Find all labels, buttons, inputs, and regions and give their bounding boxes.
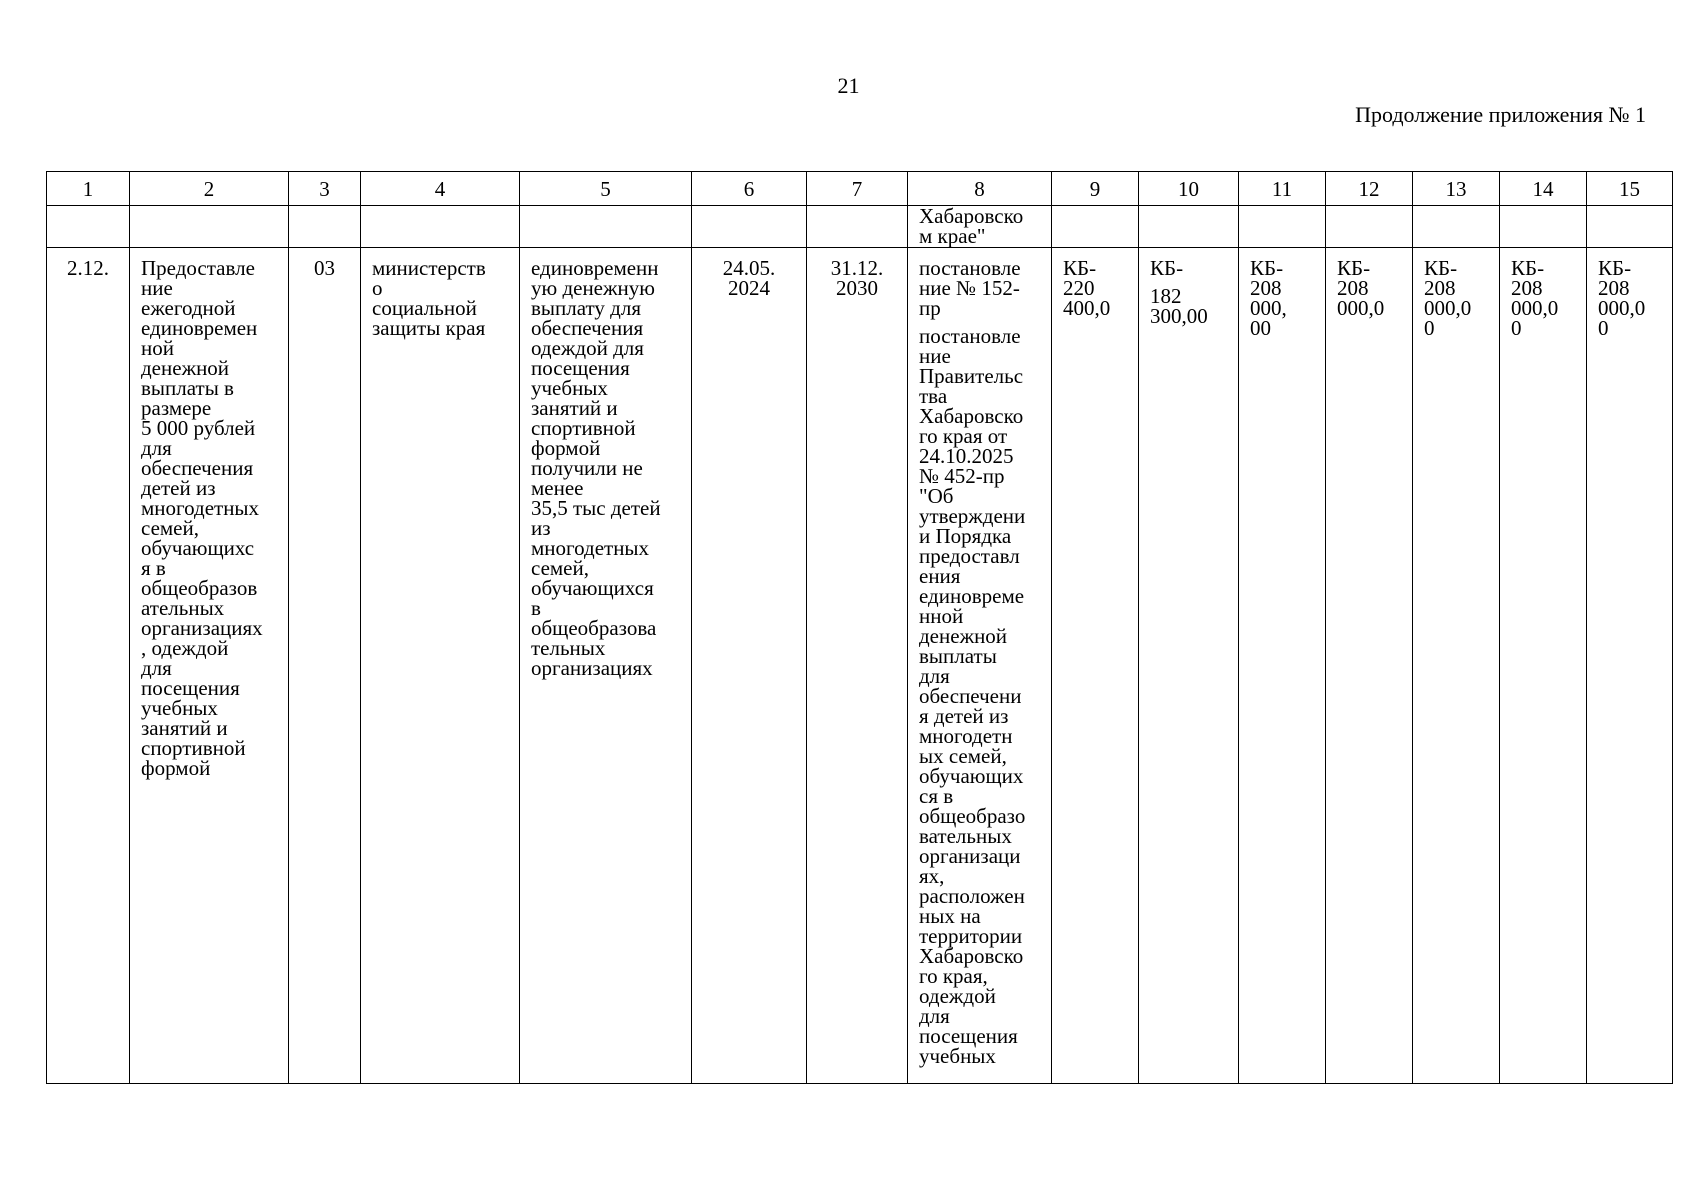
empty-cell [1139,206,1239,248]
column-number: 2 [130,172,289,206]
end-date: 31.12. 2030 [830,256,884,300]
empty-cell [1239,206,1326,248]
carry-over-row [47,206,1673,248]
column-number: 9 [1052,172,1139,206]
empty-cell [1587,206,1673,248]
empty-cell [1052,206,1139,248]
funding-value: КБ- 208 000,0 0 [1511,256,1559,340]
start-date-cell [692,248,807,1084]
funding-cell [1326,248,1413,1084]
code-cell [289,248,361,1084]
funding-value: КБ- 208 000,0 [1337,256,1385,320]
column-number: 4 [361,172,520,206]
row-number-cell [47,248,130,1084]
responsible-executor: министерств о социальной защиты края [372,256,486,340]
column-number: 6 [692,172,807,206]
funding-cell [1052,248,1139,1084]
column-number: 8 [908,172,1052,206]
column-number: 12 [1326,172,1413,206]
funding-cell [1239,248,1326,1084]
empty-cell [520,206,692,248]
empty-cell [47,206,130,248]
result-cell [520,248,692,1084]
empty-cell [692,206,807,248]
funding-value: КБ- 208 000,0 0 [1424,256,1472,340]
end-date-cell [807,248,908,1084]
funding-cell [1500,248,1587,1084]
funding-value: КБ- 208 000,0 0 [1598,256,1646,340]
description-cell [130,248,289,1084]
column-number: 1 [47,172,130,206]
column-number: 5 [520,172,692,206]
empty-cell [1413,206,1500,248]
column-number: 7 [807,172,908,206]
funding-value [1139,248,1238,326]
empty-cell [1500,206,1587,248]
empty-cell [361,206,520,248]
empty-cell [1326,206,1413,248]
legal-basis-cell [908,248,1052,1084]
carry-over-cell [908,206,1052,248]
column-number: 14 [1500,172,1587,206]
column-number: 15 [1587,172,1673,206]
empty-cell [289,206,361,248]
empty-cell [130,206,289,248]
measure-code: 03 [314,256,335,280]
funding-value: КБ- 220 400,0 [1063,256,1111,320]
start-date: 24.05. 2024 [722,256,776,300]
legal-basis-2: постановле ние Правительс тва Хабаровско го края от 24.10.2025 № 452-пр "Об утверждени и Порядка предоставл ения единовреме нной денежной выплаты для обеспечени я детей из многодетн ых семей, обучающих ся в общеобразо вательных организаци ях, расположен ных на территории Хабаровско го края, одеждой для посещения учебных [919,324,1026,1068]
carry-over-text: Хабаровско м крае" [919,204,1024,248]
column-number: 11 [1239,172,1326,206]
measure-description: Предоставле ние ежегодной единовремен ной денежной выплаты в размере 5 000 рублей для обеспечения детей из многодетных семей, обучающихс я в общеобразов ательных организациях , одеждой для посещения учебных занятий и спортивной формой [141,256,263,780]
column-number: 13 [1413,172,1500,206]
funding-cell [1139,248,1239,1084]
column-number: 10 [1139,172,1239,206]
appendix-table [46,171,1673,1084]
funding-prefix: КБ- [1150,256,1184,280]
row-number: 2.12. [67,256,109,280]
executor-cell [361,248,520,1084]
empty-cell [807,206,908,248]
funding-value: КБ- 208 000, 00 [1250,256,1287,340]
page-number: 21 [837,73,860,98]
appendix-continuation-label: Продолжение приложения № 1 [1355,102,1646,127]
column-number: 3 [289,172,361,206]
legal-basis-1: постановле ние № 152- пр [919,256,1021,320]
funding-amount: 182 300,00 [1150,284,1208,328]
table-row [47,248,1673,1084]
funding-cell [1413,248,1500,1084]
expected-result: единовременн ую денежную выплату для обеспечения одеждой для посещения учебных занятий и спортивной формой получили не менее 35,5 тыс детей из многодетных семей, обучающихся в общеобразова тельных организациях [531,256,661,680]
funding-cell [1587,248,1673,1084]
column-number-row [47,172,1673,206]
legal-basis-text [908,248,1051,1066]
